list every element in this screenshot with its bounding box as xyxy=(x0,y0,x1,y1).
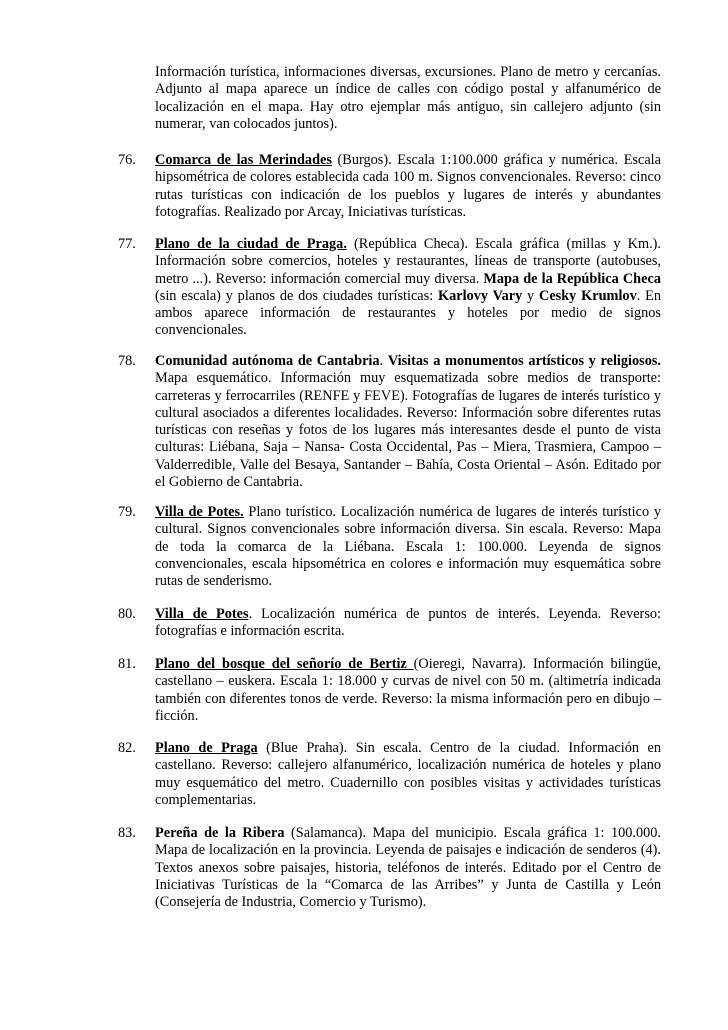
item-bold-text: Pereña de la Ribera xyxy=(155,825,285,841)
item-bold-text: Mapa de la República Checa xyxy=(483,270,661,287)
item-body xyxy=(155,152,661,221)
list-item xyxy=(118,152,661,221)
item-text: . xyxy=(379,353,388,369)
list-item xyxy=(118,504,661,590)
item-number: 77. xyxy=(118,236,136,252)
item-text: y xyxy=(522,287,539,304)
item-number: 76. xyxy=(118,152,136,168)
item-title: Comarca de las Merindades xyxy=(155,152,332,168)
item-title: Villa de Potes. xyxy=(155,504,244,520)
list-item xyxy=(118,740,661,809)
item-text: (Burgos). Escala 1:100.000 gráfica y numérica. Escala hipsométrica de colores establecida cada 100 m. Signos convencionales. Reverso: cinco rutas turísticas con indicación de los pueblos y lugares de interés y abundantes fotografías. Realizado por Arcay, Iniciativas turísticas. xyxy=(155,152,661,220)
item-bold-text: Cesky Krumlov xyxy=(539,287,637,304)
item-text: (República Checa). Escala gráfica (millas y Km.). Información sobre comercios, hoteles y restaurantes, líneas de transporte (autobuses, metro ...). Reverso: información comercial muy diversa. xyxy=(155,236,661,287)
list-item xyxy=(118,236,661,340)
list-item xyxy=(118,825,661,911)
item-body xyxy=(155,606,661,641)
list-item xyxy=(118,606,661,641)
item-text: (sin escala) y planos de dos ciudades turísticas: xyxy=(155,287,438,304)
item-title: Plano de la ciudad de Praga. xyxy=(155,236,347,252)
item-text: . En ambos aparece información de restaurantes y hoteles por medio de signos convencionales. xyxy=(155,287,661,339)
item-number: 81. xyxy=(118,656,136,672)
item-text: (Blue Praha). Sin escala. Centro de la ciudad. Información en castellano. Reverso: callejero alfanumérico, localización numérica de hoteles y plano muy esquemático del metro. Cuadernillo con posibles visitas y actividades turísticas complementarias. xyxy=(155,740,661,808)
item-number: 79. xyxy=(118,504,136,520)
list-item xyxy=(118,656,661,725)
item-title: Plano de Praga xyxy=(155,740,258,756)
item-bold-text: Comunidad autónoma de Cantabria xyxy=(155,353,380,369)
item-number: 80. xyxy=(118,606,136,622)
item-number: 83. xyxy=(118,825,136,841)
item-body xyxy=(155,504,661,590)
item-body xyxy=(155,656,661,725)
item-text: Plano turístico. Localización numérica de lugares de interés turístico y cultural. Signos convencionales sobre información diversa. Sin escala. Reverso: Mapa de toda la comarca de la Liébana. Escala 1: 100.000. Leyenda de signos convencionales, escala hipsométrica en colores e información muy esquemática sobre rutas de senderismo. xyxy=(155,504,661,590)
item-text: Mapa esquemático. Información muy esquematizada sobre medios de transporte: carreteras y ferrocarriles (RENFE y FEVE). Fotografías de lugares de interés turístico y cultural asociados a diferentes localidades. Reverso: Información sobre diferentes rutas turísticas con reseñas y fotos de los lugares más interesantes desde el punto de vista culturas: Liébana, Saja – Nansa- Costa Occidental, Pas – Miera, Trasmiera, Campoo – Valderredible, Valle del Besaya, Santander – Bahía, Costa Oriental – Asón. Editado por el Gobierno de Cantabria. xyxy=(155,370,661,491)
item-number: 82. xyxy=(118,740,136,756)
item-bold-text: Visitas a monumentos artísticos y religiosos. xyxy=(387,353,662,369)
item-title: Villa de Potes xyxy=(155,606,249,622)
item-body xyxy=(155,236,661,340)
list-item xyxy=(118,353,661,491)
intro-paragraph: Información turística, informaciones diversas, excursiones. Plano de metro y cercanías. Adjunto al mapa aparece un índice de calles con código postal y alfanumérico de localización en el mapa. Hay otro ejemplar más antiguo, sin callejero adjunto (sin numerar, van colocados juntos). xyxy=(155,64,661,132)
item-text: (Oieregi, Navarra). Información bilingüe, castellano – euskera. Escala 1: 18.000 y curvas de nivel con 50 m. (altimetría indicada también con diferentes tonos de verde. Reverso: la misma información pero en dibujo – ficción. xyxy=(155,656,661,724)
item-text: . Localización numérica de puntos de interés. Leyenda. Reverso: fotografías e información escrita. xyxy=(155,606,662,640)
item-body xyxy=(155,353,661,491)
item-title: Plano del bosque del señorío de Bertiz xyxy=(155,656,414,672)
item-text: (Salamanca). Mapa del municipio. Escala gráfica 1: 100.000. Mapa de localización en la provincia. Leyenda de paisajes e indicación de senderos (4). Textos anexos sobre paisajes, historia, teléfonos de interés. Editado por el Centro de Iniciativas Turísticas de la “Comarca de las Arribes” y Junta de Castilla y León (Consejería de Industria, Comercio y Turismo). xyxy=(155,825,662,911)
item-body xyxy=(155,740,661,809)
item-body xyxy=(155,825,661,911)
item-bold-text: Karlovy Vary xyxy=(438,287,523,304)
item-number: 78. xyxy=(118,353,136,369)
